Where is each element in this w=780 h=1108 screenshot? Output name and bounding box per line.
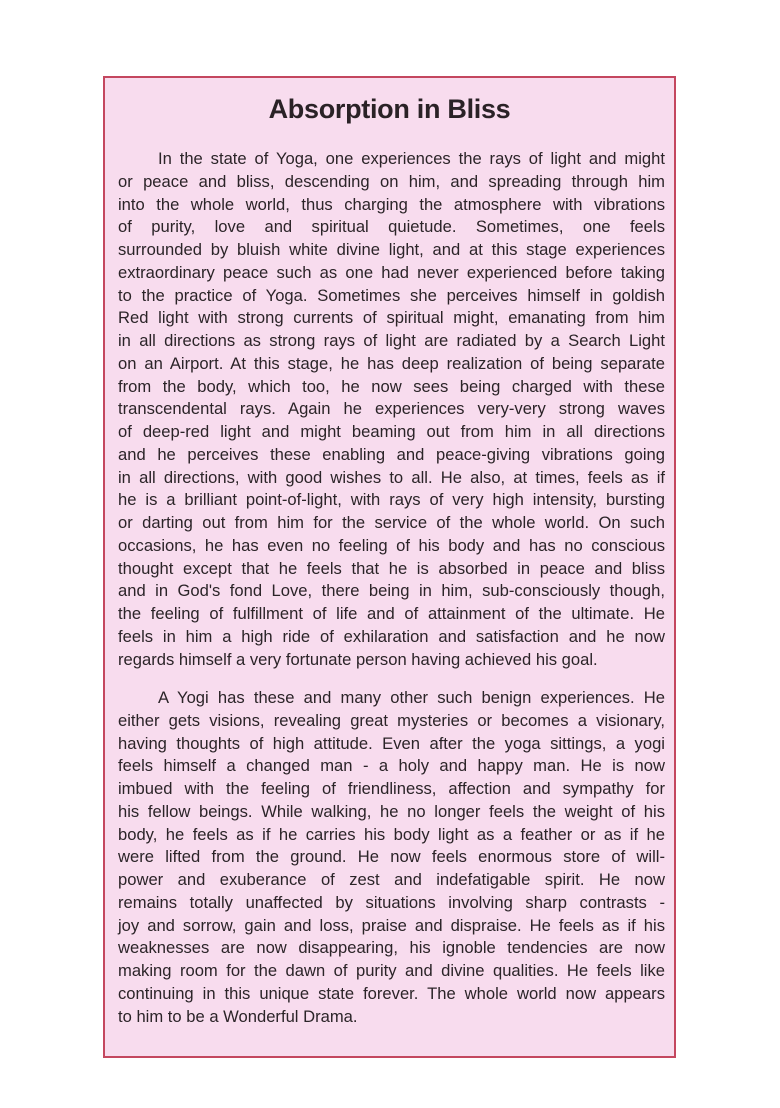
text-line: the feeling of fulfillment of life and of attainment of the ultimate. He — [118, 604, 665, 623]
text-line: of deep-red light and might beaming out from him in all directions — [118, 422, 665, 441]
text-line: or darting out from him for the service of the whole world. On such — [118, 513, 665, 532]
text-line: A Yogi has these and many other such benign experiences. He — [158, 688, 665, 707]
text-line: either gets visions, revealing great mysteries or becomes a visionary, — [118, 710, 665, 730]
text-line: surrounded by bluish white divine light, and at this stage experiences — [118, 240, 665, 259]
text-line: imbued with the feeling of friendliness, affection and sympathy for — [118, 779, 665, 798]
paragraph-1 — [118, 148, 665, 671]
text-line: joy and sorrow, gain and loss, praise and dispraise. He feels as if his — [118, 915, 665, 935]
text-line: weaknesses are now disappearing, his ignoble tendencies are now — [118, 938, 665, 958]
text-line: from the body, which too, he now sees being charged with these — [118, 376, 665, 396]
text-line: thought except that he feels that he is absorbed in peace and bliss — [118, 558, 665, 578]
text-line: on an Airport. At this stage, he has deep realization of being separate — [118, 353, 665, 373]
text-line: extraordinary peace such as one had never experienced before taking — [118, 262, 665, 282]
text-line: feels himself a changed man - a holy and happy man. He is now — [118, 756, 665, 776]
text-line: and he perceives these enabling and peace-giving vibrations going — [118, 444, 665, 464]
text-line: transcendental rays. Again he experiences very-very strong waves — [118, 399, 665, 419]
text-line: continuing in this unique state forever. The whole world now appears — [118, 983, 665, 1003]
text-line: of purity, love and spiritual quietude. Sometimes, one feels — [118, 217, 665, 237]
text-line: body, he feels as if he carries his body light as a feather or as if he — [118, 824, 665, 844]
text-line: having thoughts of high attitude. Even after the yoga sittings, a yogi — [118, 733, 665, 753]
text-line: making room for the dawn of purity and divine qualities. He feels like — [118, 961, 665, 980]
text-line: Red light with strong currents of spiritual might, emanating from him — [118, 308, 665, 328]
text-line: were lifted from the ground. He now feels enormous store of will- — [118, 847, 665, 867]
text-line: In the state of Yoga, one experiences the rays of light and might — [158, 149, 665, 168]
text-line: or peace and bliss, descending on him, and spreading through him — [118, 171, 665, 191]
paragraph-2 — [118, 687, 665, 1028]
text-line: power and exuberance of zest and indefatigable spirit. He now — [118, 870, 665, 889]
text-line: occasions, he has even no feeling of his body and has no conscious — [118, 535, 665, 555]
text-line: in all directions as strong rays of light are radiated by a Search Light — [118, 331, 665, 350]
text-line: into the whole world, thus charging the atmosphere with vibrations — [118, 194, 665, 214]
text-line: in all directions, with good wishes to all. He also, at times, feels as if — [118, 467, 665, 487]
article-box — [103, 76, 676, 1058]
text-line: remains totally unaffected by situations involving sharp contrasts - — [118, 892, 665, 912]
text-line: to him to be a Wonderful Drama. — [118, 1006, 358, 1026]
text-line: he is a brilliant point-of-light, with rays of very high intensity, bursting — [118, 490, 665, 510]
text-line: feels in him a high ride of exhilaration and satisfaction and he now — [118, 626, 665, 646]
text-line: regards himself a very fortunate person having achieved his goal. — [118, 649, 598, 669]
text-line: to the practice of Yoga. Sometimes she perceives himself in goldish — [118, 285, 665, 305]
text-line: and in God's fond Love, there being in him, sub-consciously though, — [118, 581, 665, 601]
text-line: his fellow beings. While walking, he no longer feels the weight of his — [118, 801, 665, 821]
article-title: Absorption in Bliss — [268, 94, 511, 124]
